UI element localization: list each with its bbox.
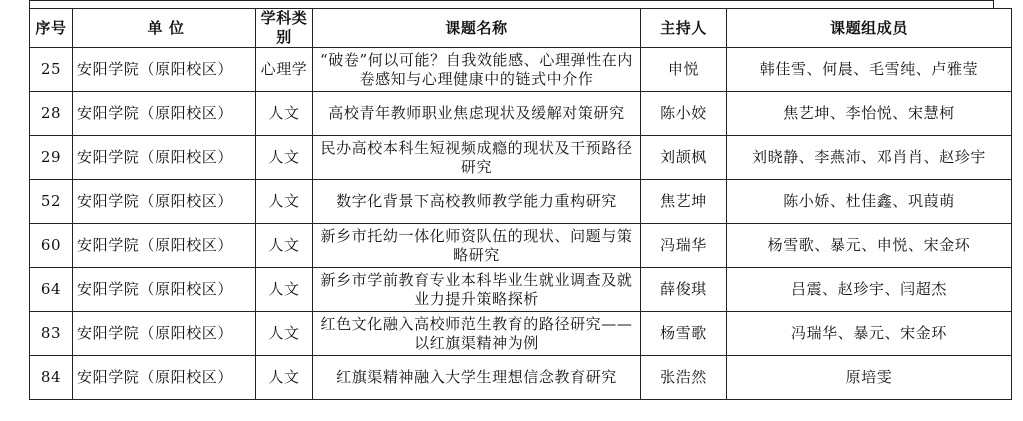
table-row [30,268,1012,312]
table-row [30,92,1012,136]
table-top-border [29,0,994,1]
row-host: 申悦 [641,48,727,92]
row-title: 民办高校本科生短视频成瘾的现状及干预路径研究 [313,136,641,180]
row-title: 新乡市学前教育专业本科毕业生就业调查及就业力提升策略探析 [313,268,641,312]
row-unit: 安阳学院（原阳校区） [73,268,256,312]
row-members: 冯瑞华、暴元、宋金环 [727,312,1012,356]
project-table [29,8,1012,400]
row-category: 心理学 [256,48,313,92]
row-host: 薛俊琪 [641,268,727,312]
header-title: 课题名称 [313,9,641,48]
header-host: 主持人 [641,9,727,48]
row-category: 人文 [256,312,313,356]
row-no: 83 [30,312,73,356]
row-no: 28 [30,92,73,136]
row-no: 29 [30,136,73,180]
header-members: 课题组成员 [727,9,1012,48]
table-right-edge [993,0,994,8]
row-unit: 安阳学院（原阳校区） [73,136,256,180]
header-no: 序号 [30,9,73,48]
row-unit: 安阳学院（原阳校区） [73,224,256,268]
row-host: 冯瑞华 [641,224,727,268]
row-no: 52 [30,180,73,224]
table-row [30,48,1012,92]
row-members: 刘晓静、李燕沛、邓肖肖、赵珍宇 [727,136,1012,180]
row-unit: 安阳学院（原阳校区） [73,312,256,356]
header-category: 学科类别 [256,9,313,48]
row-title: 新乡市托幼一体化师资队伍的现状、问题与策略研究 [313,224,641,268]
row-host: 杨雪歌 [641,312,727,356]
row-title: 红色文化融入高校师范生教育的路径研究——以红旗渠精神为例 [313,312,641,356]
row-category: 人文 [256,180,313,224]
table-row [30,356,1012,400]
row-unit: 安阳学院（原阳校区） [73,180,256,224]
row-unit: 安阳学院（原阳校区） [73,48,256,92]
table-left-edge [29,0,30,8]
row-unit: 安阳学院（原阳校区） [73,356,256,400]
row-no: 25 [30,48,73,92]
table-row [30,136,1012,180]
row-category: 人文 [256,224,313,268]
row-members: 陈小娇、杜佳鑫、巩葭萌 [727,180,1012,224]
row-title: “破卷”何以可能？自我效能感、心理弹性在内卷感知与心理健康中的链式中介作 [313,48,641,92]
table-header-row [30,9,1012,48]
header-unit: 单 位 [73,9,256,48]
row-members: 吕震、赵珍宇、闫超杰 [727,268,1012,312]
row-host: 刘颉枫 [641,136,727,180]
row-title: 数字化背景下高校教师教学能力重构研究 [313,180,641,224]
row-host: 陈小姣 [641,92,727,136]
row-unit: 安阳学院（原阳校区） [73,92,256,136]
table-row [30,224,1012,268]
row-members: 原培雯 [727,356,1012,400]
row-category: 人文 [256,268,313,312]
row-category: 人文 [256,356,313,400]
row-host: 焦艺坤 [641,180,727,224]
table-row [30,312,1012,356]
row-category: 人文 [256,92,313,136]
table-row [30,180,1012,224]
row-members: 焦艺坤、李怡悦、宋慧柯 [727,92,1012,136]
row-no: 60 [30,224,73,268]
row-members: 杨雪歌、暴元、申悦、宋金环 [727,224,1012,268]
row-category: 人文 [256,136,313,180]
row-title: 高校青年教师职业焦虑现状及缓解对策研究 [313,92,641,136]
row-no: 84 [30,356,73,400]
row-host: 张浩然 [641,356,727,400]
row-no: 64 [30,268,73,312]
row-members: 韩佳雪、何晨、毛雪纯、卢雅莹 [727,48,1012,92]
row-title: 红旗渠精神融入大学生理想信念教育研究 [313,356,641,400]
